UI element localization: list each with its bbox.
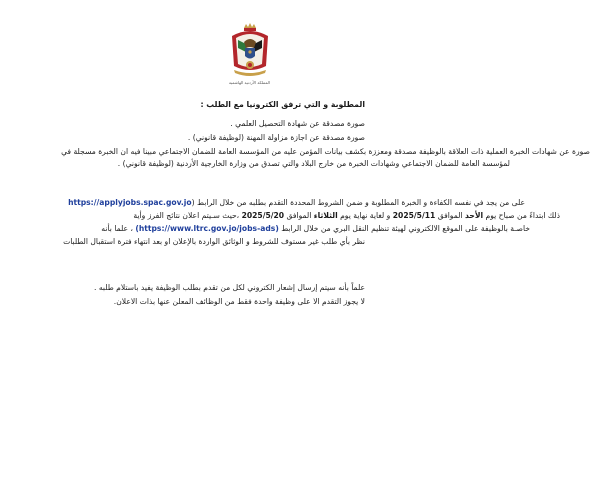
jobs-ads-link[interactable]: (https://www.ltrc.gov.jo/jobs-ads) bbox=[135, 224, 279, 233]
end-date: 2025/5/20 bbox=[241, 211, 285, 220]
docs-list-item-continued: لمؤسسة العامة للضمان الاجتماعي وشهادات الخبرة من خارج البلاد والتي تصدق من وزارة الخارجية الأردنية (لوظيفة قانوني) . bbox=[117, 159, 510, 168]
start-date: 2025/5/11 bbox=[392, 211, 436, 220]
paragraph-text: ،حيث سـيتم اعلان نتائج الفرز وأية bbox=[133, 211, 240, 220]
paragraph-text: و لغاية نهاية يوم bbox=[340, 211, 391, 220]
paragraph-text: ذلك ابتداءً من صباح يوم bbox=[485, 211, 560, 220]
start-day: الأحد bbox=[464, 211, 484, 220]
paragraph-text: الموافق bbox=[286, 211, 312, 220]
docs-list-item: صورة عن شهادات الخبرة العملية ذات العلاقة بالوظيفة مصدقة ومعززة بكشف بيانات المؤمن عليه من المؤسسة العامة للضمان الاجتماعي مبينا فيه ان الخبرة مسجلة في bbox=[61, 147, 590, 156]
section-heading: المطلوبة و التي ترفق الكترونيا مع الطلب : bbox=[200, 100, 365, 109]
paragraph-text: خاصـة بالوظيفة على الموقع الالكتروني لهيئة تنظيم النقل البري من خلال الرابط bbox=[281, 224, 530, 233]
paragraph-line-2 bbox=[133, 211, 560, 221]
coat-of-arms-icon bbox=[226, 22, 274, 80]
paragraph-line-4: نظر بأي طلب غير مستوف للشروط و الوثائق الواردة بالإعلان او بعد انتهاء فترة استقبال الطلبات bbox=[63, 237, 365, 246]
emblem-caption: المملكة الأردنية الهاشمية bbox=[228, 80, 270, 85]
docs-list-item: صورة مصدقة عن اجازة مزاولة المهنة (لوظيفة قانوني) . bbox=[187, 133, 365, 142]
paragraph-line-3 bbox=[101, 224, 530, 234]
end-day: الثلاثاء bbox=[313, 211, 338, 220]
docs-list-item: صورة مصدقة عن شهادة التحصيل العلمي . bbox=[230, 119, 365, 128]
paragraph-text: ، علما بأنه bbox=[101, 224, 133, 233]
paragraph-text: على من يجد في نفسه الكفاءة و الخبرة المطلوبة و ضمن الشروط المحددة التقدم بطلبه من خلال الرابط ( bbox=[191, 198, 525, 207]
paragraph-line-1 bbox=[68, 198, 525, 208]
paragraph-text: الموافق bbox=[437, 211, 463, 220]
note-item: علماً بأنه سيتم إرسال إشعار الكتروني لكل من تقدم بطلب الوظيفة يفيد باستلام طلبه . bbox=[94, 283, 365, 292]
apply-link[interactable]: https://applyjobs.spac.gov.jo bbox=[68, 198, 192, 207]
note-item: لا يجوز التقدم الا على وظيفة واحدة فقط من الوظائف المعلن عنها بذات الاعلان. bbox=[113, 297, 365, 306]
